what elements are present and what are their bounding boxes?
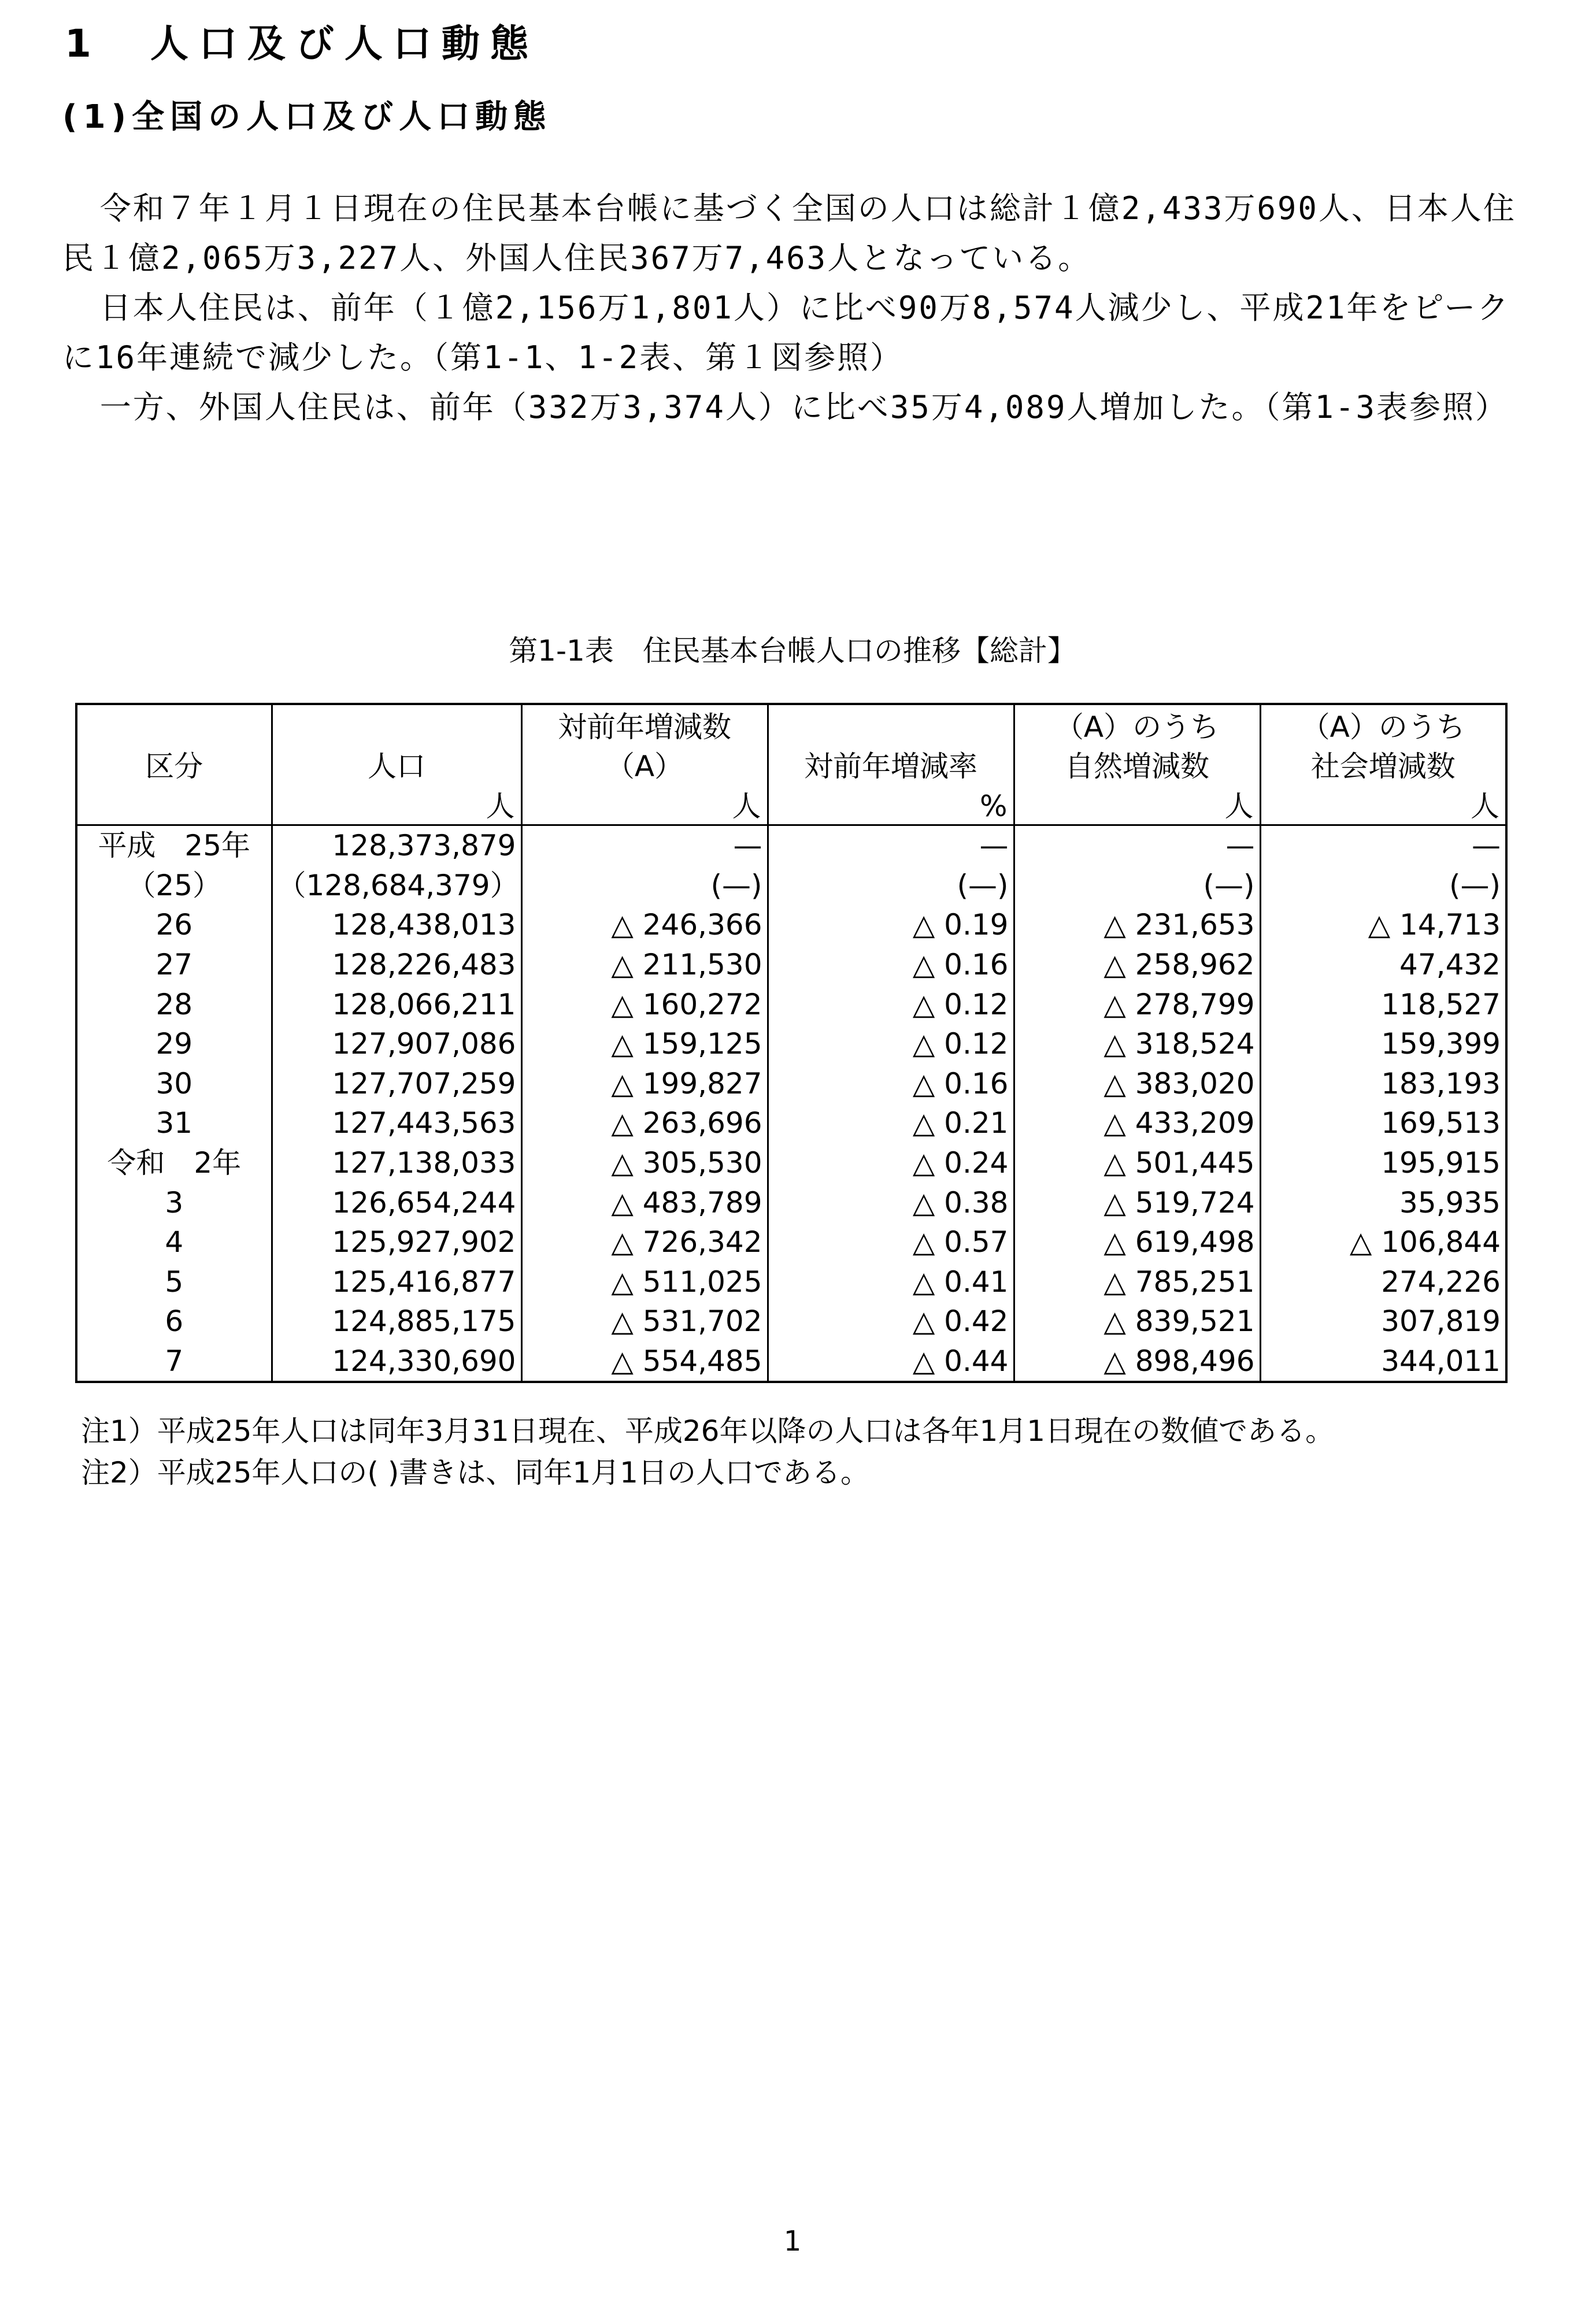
row-label-cell: 30 — [76, 1064, 272, 1104]
footnotes — [81, 1410, 1334, 1493]
value-cell: △ 246,366 — [521, 905, 768, 945]
value-cell: 344,011 — [1260, 1341, 1506, 1382]
value-cell: △ 433,209 — [1014, 1103, 1260, 1143]
paragraph: 一方、外国人住民は、前年（332万3,374人）に比べ35万4,089人増加した。（第1-3表参照） — [99, 389, 1508, 425]
column-header — [76, 704, 272, 825]
value-cell: △ 231,653 — [1014, 905, 1260, 945]
value-cell: — — [768, 825, 1014, 866]
table-row — [76, 1024, 1506, 1064]
value-cell: △ 898,496 — [1014, 1341, 1260, 1382]
column-header — [1260, 704, 1506, 825]
value-cell: — — [1014, 825, 1260, 866]
value-cell: 126,654,244 — [272, 1183, 521, 1222]
value-cell: △ 0.21 — [768, 1103, 1014, 1143]
table-row — [76, 1143, 1506, 1183]
column-unit: % — [979, 790, 1008, 823]
value-cell: △ 0.24 — [768, 1143, 1014, 1183]
column-header-sublabel: 社会増減数 — [1310, 750, 1456, 783]
section-heading: 1 人口及び人口動態 — [65, 21, 539, 66]
value-cell: △ 160,272 — [521, 984, 768, 1024]
value-cell: △ 0.16 — [768, 945, 1014, 985]
value-cell: 127,907,086 — [272, 1024, 521, 1064]
value-cell: 128,438,013 — [272, 905, 521, 945]
subsection-heading: (1)全国の人口及び人口動態 — [62, 98, 552, 136]
table-row — [76, 1103, 1506, 1143]
column-header-label: （A）のうち — [1054, 710, 1220, 744]
value-cell: △ 619,498 — [1014, 1222, 1260, 1262]
footnote: 注1）平成25年人口は同年3月31日現在、平成26年以降の人口は各年1月1日現在の数値である。 — [81, 1414, 1335, 1448]
column-unit: 人 — [732, 790, 761, 823]
paragraph: 日本人住民は、前年（１億2,156万1,801人）に比べ90万8,574人減少し、平成21年をピークに16年連続で減少した。（第1-1、1-2表、第１図参照） — [62, 290, 1510, 376]
value-cell: — — [1260, 825, 1506, 866]
table-body — [76, 825, 1506, 1382]
column-header — [521, 704, 768, 825]
paragraph: 令和７年１月１日現在の住民基本台帳に基づく全国の人口は総計１億2,433万690人、日本人住民１億2,065万3,227人、外国人住民367万7,463人となっている。 — [62, 190, 1516, 276]
row-label-cell: 平成 25年 — [76, 825, 272, 866]
value-cell: 35,935 — [1260, 1183, 1506, 1222]
row-label-cell: 7 — [76, 1341, 272, 1382]
table-title: 第1-1表 住民基本台帳人口の推移【総計】 — [509, 634, 1076, 668]
value-cell: 159,399 — [1260, 1024, 1506, 1064]
value-cell: △ 0.38 — [768, 1183, 1014, 1222]
value-cell: △ 0.41 — [768, 1262, 1014, 1302]
value-cell: 125,416,877 — [272, 1262, 521, 1302]
value-cell: △ 531,702 — [521, 1302, 768, 1341]
value-cell: △ 263,696 — [521, 1103, 768, 1143]
row-label-cell: 3 — [76, 1183, 272, 1222]
column-header-label: 対前年増減数 — [558, 710, 731, 744]
value-cell: 195,915 — [1260, 1143, 1506, 1183]
table-row — [76, 905, 1506, 945]
table-row — [76, 1262, 1506, 1302]
value-cell: △ 0.19 — [768, 905, 1014, 945]
row-label-cell: 28 — [76, 984, 272, 1024]
page-number: 1 — [783, 2225, 802, 2258]
column-header — [272, 704, 521, 825]
value-cell: 127,138,033 — [272, 1143, 521, 1183]
value-cell: △ 106,844 — [1260, 1222, 1506, 1262]
value-cell: △ 258,962 — [1014, 945, 1260, 985]
column-header-label: 対前年増減率 — [804, 750, 977, 783]
table-row — [76, 945, 1506, 985]
column-unit: 人 — [1471, 790, 1499, 823]
value-cell: △ 318,524 — [1014, 1024, 1260, 1064]
column-unit: 人 — [486, 790, 515, 823]
value-cell: 118,527 — [1260, 984, 1506, 1024]
value-cell: 128,373,879 — [272, 825, 521, 866]
population-table — [75, 703, 1508, 1383]
value-cell: △ 14,713 — [1260, 905, 1506, 945]
value-cell: 307,819 — [1260, 1302, 1506, 1341]
row-label-cell: 令和 2年 — [76, 1143, 272, 1183]
table-row — [76, 1183, 1506, 1222]
value-cell: △ 0.44 — [768, 1341, 1014, 1382]
value-cell: （128,684,379） — [272, 866, 521, 906]
value-cell: (—) — [1260, 866, 1506, 906]
column-header-label: （A）のうち — [1301, 710, 1465, 744]
row-label-cell: 27 — [76, 945, 272, 985]
table-row — [76, 1064, 1506, 1104]
table-header-row — [76, 704, 1506, 825]
column-header-label: 人口 — [368, 750, 425, 783]
value-cell: △ 0.12 — [768, 1024, 1014, 1064]
value-cell: (—) — [768, 866, 1014, 906]
value-cell: 124,885,175 — [272, 1302, 521, 1341]
column-header-label: 区分 — [145, 750, 203, 783]
value-cell: (—) — [521, 866, 768, 906]
footnote: 注2）平成25年人口の( )書きは、同年1月1日の人口である。 — [81, 1456, 869, 1489]
value-cell: △ 211,530 — [521, 945, 768, 985]
body-text — [62, 184, 1525, 432]
value-cell: △ 554,485 — [521, 1341, 768, 1382]
value-cell: △ 278,799 — [1014, 984, 1260, 1024]
table-row — [76, 866, 1506, 906]
column-header — [1014, 704, 1260, 825]
value-cell: 125,927,902 — [272, 1222, 521, 1262]
value-cell: △ 0.42 — [768, 1302, 1014, 1341]
value-cell: △ 305,530 — [521, 1143, 768, 1183]
value-cell: △ 0.12 — [768, 984, 1014, 1024]
table-row — [76, 825, 1506, 866]
value-cell: △ 483,789 — [521, 1183, 768, 1222]
value-cell: △ 839,521 — [1014, 1302, 1260, 1341]
value-cell: 127,443,563 — [272, 1103, 521, 1143]
table-row — [76, 1341, 1506, 1382]
value-cell: △ 519,724 — [1014, 1183, 1260, 1222]
value-cell: △ 159,125 — [521, 1024, 768, 1064]
value-cell: 274,226 — [1260, 1262, 1506, 1302]
value-cell: 47,432 — [1260, 945, 1506, 985]
value-cell: 128,066,211 — [272, 984, 521, 1024]
table-row — [76, 1302, 1506, 1341]
value-cell: — — [521, 825, 768, 866]
value-cell: △ 511,025 — [521, 1262, 768, 1302]
row-label-cell: （25） — [76, 866, 272, 906]
value-cell: △ 0.16 — [768, 1064, 1014, 1104]
table-row — [76, 1222, 1506, 1262]
value-cell: △ 199,827 — [521, 1064, 768, 1104]
row-label-cell: 26 — [76, 905, 272, 945]
row-label-cell: 29 — [76, 1024, 272, 1064]
value-cell: △ 726,342 — [521, 1222, 768, 1262]
value-cell: (—) — [1014, 866, 1260, 906]
value-cell: 183,193 — [1260, 1064, 1506, 1104]
value-cell: 124,330,690 — [272, 1341, 521, 1382]
value-cell: 127,707,259 — [272, 1064, 521, 1104]
row-label-cell: 5 — [76, 1262, 272, 1302]
value-cell: 169,513 — [1260, 1103, 1506, 1143]
value-cell: △ 785,251 — [1014, 1262, 1260, 1302]
value-cell: 128,226,483 — [272, 945, 521, 985]
column-header-sublabel: 自然増減数 — [1065, 750, 1209, 783]
column-unit: 人 — [1224, 790, 1254, 823]
column-header — [768, 704, 1014, 825]
column-header-sublabel: （A） — [605, 750, 684, 783]
value-cell: △ 501,445 — [1014, 1143, 1260, 1183]
row-label-cell: 6 — [76, 1302, 272, 1341]
table-row — [76, 984, 1506, 1024]
value-cell: △ 0.57 — [768, 1222, 1014, 1262]
value-cell: △ 383,020 — [1014, 1064, 1260, 1104]
row-label-cell: 4 — [76, 1222, 272, 1262]
row-label-cell: 31 — [76, 1103, 272, 1143]
